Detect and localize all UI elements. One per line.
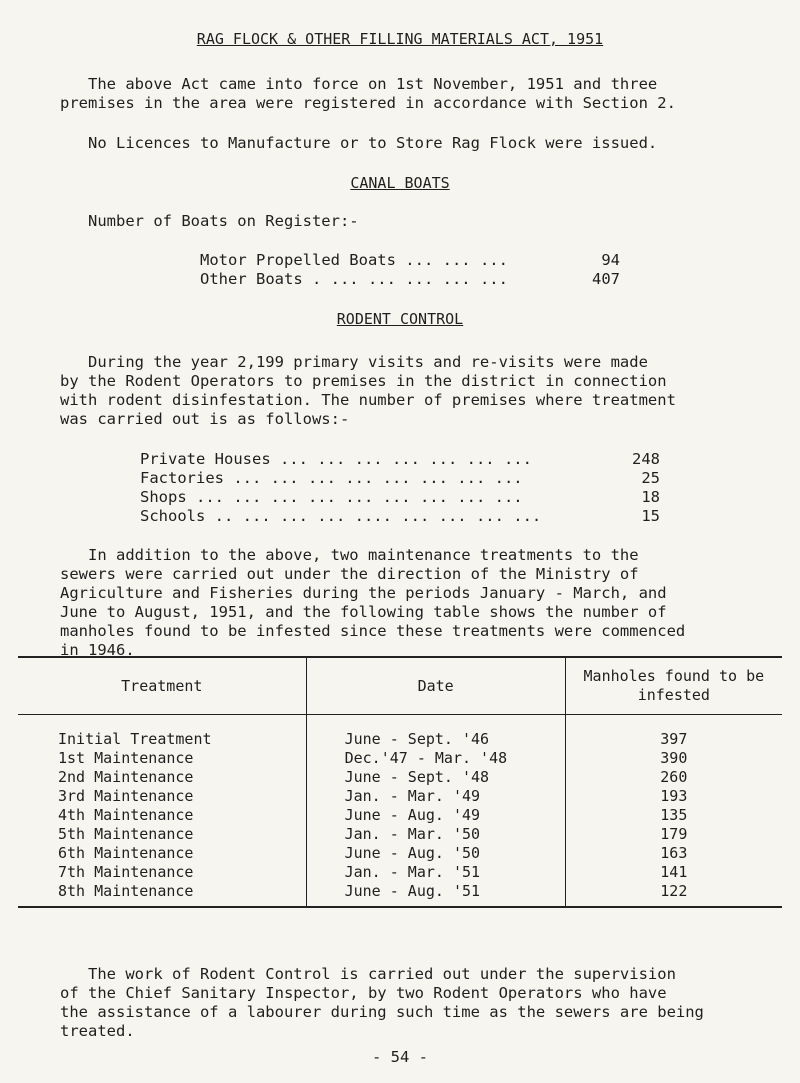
column-header-treatment: Treatment <box>18 657 306 715</box>
table-row <box>18 843 782 862</box>
canal-boats-row-label: Motor Propelled Boats ... ... ... <box>200 251 508 269</box>
date-cell: Jan. - Mar. '49 <box>306 786 565 805</box>
manholes-cell: 135 <box>660 805 688 824</box>
table-row <box>18 824 782 843</box>
canal-boats-row-label: Other Boats . ... ... ... ... ... <box>200 270 508 288</box>
rodent-para-line3: with rodent disinfestation. The number of premises where treatment <box>60 391 676 409</box>
column-header-date: Date <box>306 657 565 715</box>
table-row <box>18 786 782 805</box>
rodent-para2-line2: sewers were carried out under the direction of the Ministry of <box>60 565 639 583</box>
canal-boats-intro: Number of Boats on Register:- <box>88 212 359 230</box>
rodent-control-heading: RODENT CONTROL <box>336 310 464 328</box>
treatment-cell: 7th Maintenance <box>18 862 306 881</box>
table-row <box>18 767 782 786</box>
premises-row-label: Shops ... ... ... ... ... ... ... ... ... <box>140 488 523 506</box>
canal-boats-row-value: 407 <box>592 270 620 288</box>
date-cell: June - Sept. '46 <box>306 715 565 749</box>
treatment-cell: 3rd Maintenance <box>18 786 306 805</box>
premises-row-value: 15 <box>641 507 660 525</box>
date-cell: Jan. - Mar. '50 <box>306 824 565 843</box>
canal-boats-row <box>200 251 620 270</box>
premises-row <box>140 488 660 507</box>
premises-row-value: 25 <box>641 469 660 487</box>
canal-boats-row-value: 94 <box>601 251 620 269</box>
column-header-manholes: Manholes found to be infested <box>565 657 782 715</box>
treatment-cell: 1st Maintenance <box>18 748 306 767</box>
rodent-para2-line1: In addition to the above, two maintenance treatments to the <box>88 546 639 564</box>
rodent-para2-line5: manholes found to be infested since these treatments were commenced <box>60 622 686 640</box>
table-row <box>18 805 782 824</box>
canal-boats-heading: CANAL BOATS <box>350 174 450 192</box>
closing-line2: of the Chief Sanitary Inspector, by two Rodent Operators who have <box>60 984 667 1002</box>
rag-flock-para1-line2: premises in the area were registered in accordance with Section 2. <box>60 94 676 112</box>
treatment-cell: Initial Treatment <box>18 715 306 749</box>
premises-row <box>140 450 660 469</box>
table-header-row <box>18 657 782 715</box>
treatment-cell: 2nd Maintenance <box>18 767 306 786</box>
treatment-cell: 4th Maintenance <box>18 805 306 824</box>
premises-row-value: 18 <box>641 488 660 506</box>
rodent-para-line4: was carried out is as follows:- <box>60 410 350 428</box>
premises-row-label: Factories ... ... ... ... ... ... ... ... <box>140 469 523 487</box>
closing-line1: The work of Rodent Control is carried out under the supervision <box>88 965 676 983</box>
rodent-para-line1: During the year 2,199 primary visits and re-visits were made <box>88 353 648 371</box>
manholes-cell: 179 <box>660 824 688 843</box>
closing-line4: treated. <box>60 1022 135 1040</box>
manholes-cell: 260 <box>660 767 688 786</box>
rag-flock-heading: RAG FLOCK & OTHER FILLING MATERIALS ACT, 1951 <box>196 30 604 48</box>
manholes-table <box>18 656 782 908</box>
premises-row-label: Schools .. ... ... ... .... ... ... ... ... <box>140 507 542 525</box>
page-number: - 54 - <box>372 1048 428 1066</box>
manholes-cell: 163 <box>660 843 688 862</box>
table-row <box>18 862 782 881</box>
date-cell: Dec.'47 - Mar. '48 <box>306 748 565 767</box>
canal-boats-row <box>200 270 620 289</box>
rodent-para2-line3: Agriculture and Fisheries during the periods January - March, and <box>60 584 667 602</box>
table-row <box>18 748 782 767</box>
premises-row-value: 248 <box>632 450 660 468</box>
date-cell: June - Aug. '50 <box>306 843 565 862</box>
rodent-para2-line6: in 1946. <box>60 641 135 659</box>
premises-row-label: Private Houses ... ... ... ... ... ... ... <box>140 450 532 468</box>
manholes-cell: 390 <box>660 748 688 767</box>
manholes-cell: 122 <box>565 881 782 907</box>
rag-flock-para2: No Licences to Manufacture or to Store Rag Flock were issued. <box>88 134 658 152</box>
date-cell: June - Aug. '51 <box>306 881 565 907</box>
date-cell: June - Aug. '49 <box>306 805 565 824</box>
closing-line3: the assistance of a labourer during such time as the sewers are being <box>60 1003 704 1021</box>
premises-row <box>140 469 660 488</box>
table-row <box>18 881 782 907</box>
date-cell: Jan. - Mar. '51 <box>306 862 565 881</box>
treatment-cell: 8th Maintenance <box>18 881 306 907</box>
rodent-para-line2: by the Rodent Operators to premises in the district in connection <box>60 372 667 390</box>
rodent-para2-line4: June to August, 1951, and the following table shows the number of <box>60 603 667 621</box>
treatment-cell: 5th Maintenance <box>18 824 306 843</box>
premises-row <box>140 507 660 526</box>
table-row <box>18 715 782 749</box>
date-cell: June - Sept. '48 <box>306 767 565 786</box>
manholes-cell: 141 <box>660 862 688 881</box>
manholes-cell: 193 <box>660 786 688 805</box>
rag-flock-para1-line1: The above Act came into force on 1st November, 1951 and three <box>88 75 658 93</box>
treatment-cell: 6th Maintenance <box>18 843 306 862</box>
manholes-cell: 397 <box>660 729 688 748</box>
